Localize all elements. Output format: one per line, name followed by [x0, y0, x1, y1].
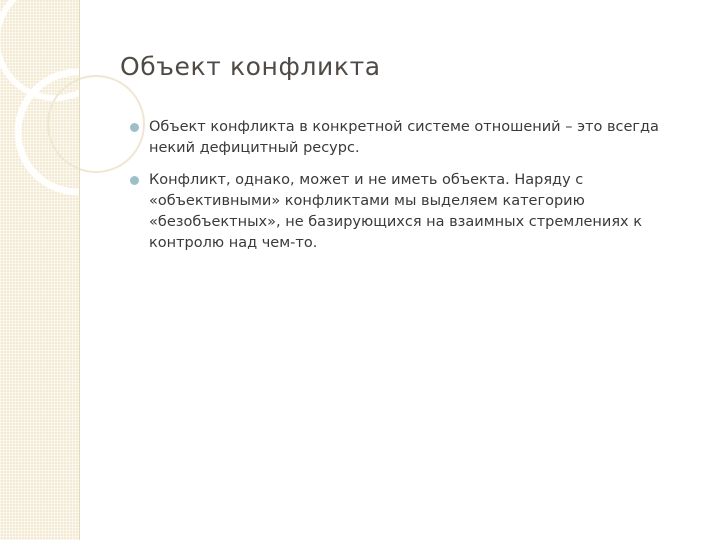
slide-title: Объект конфликта — [120, 52, 381, 81]
bullet-list — [130, 117, 670, 265]
bullet-icon — [130, 176, 139, 185]
bullet-text: Конфликт, однако, может и не иметь объекта. Наряду с «объективными» конфликтами мы выделяем категорию «безобъектных», не базирующихся на взаимных стремлениях к контролю над чем-то. — [149, 172, 642, 251]
bullet-icon — [130, 123, 139, 132]
bullet-item — [130, 117, 670, 159]
bullet-item — [130, 170, 670, 254]
side-strip-edge — [79, 0, 80, 540]
bullet-text: Объект конфликта в конкретной системе отношений – это всегда некий дефицитный ресурс. — [149, 119, 659, 156]
